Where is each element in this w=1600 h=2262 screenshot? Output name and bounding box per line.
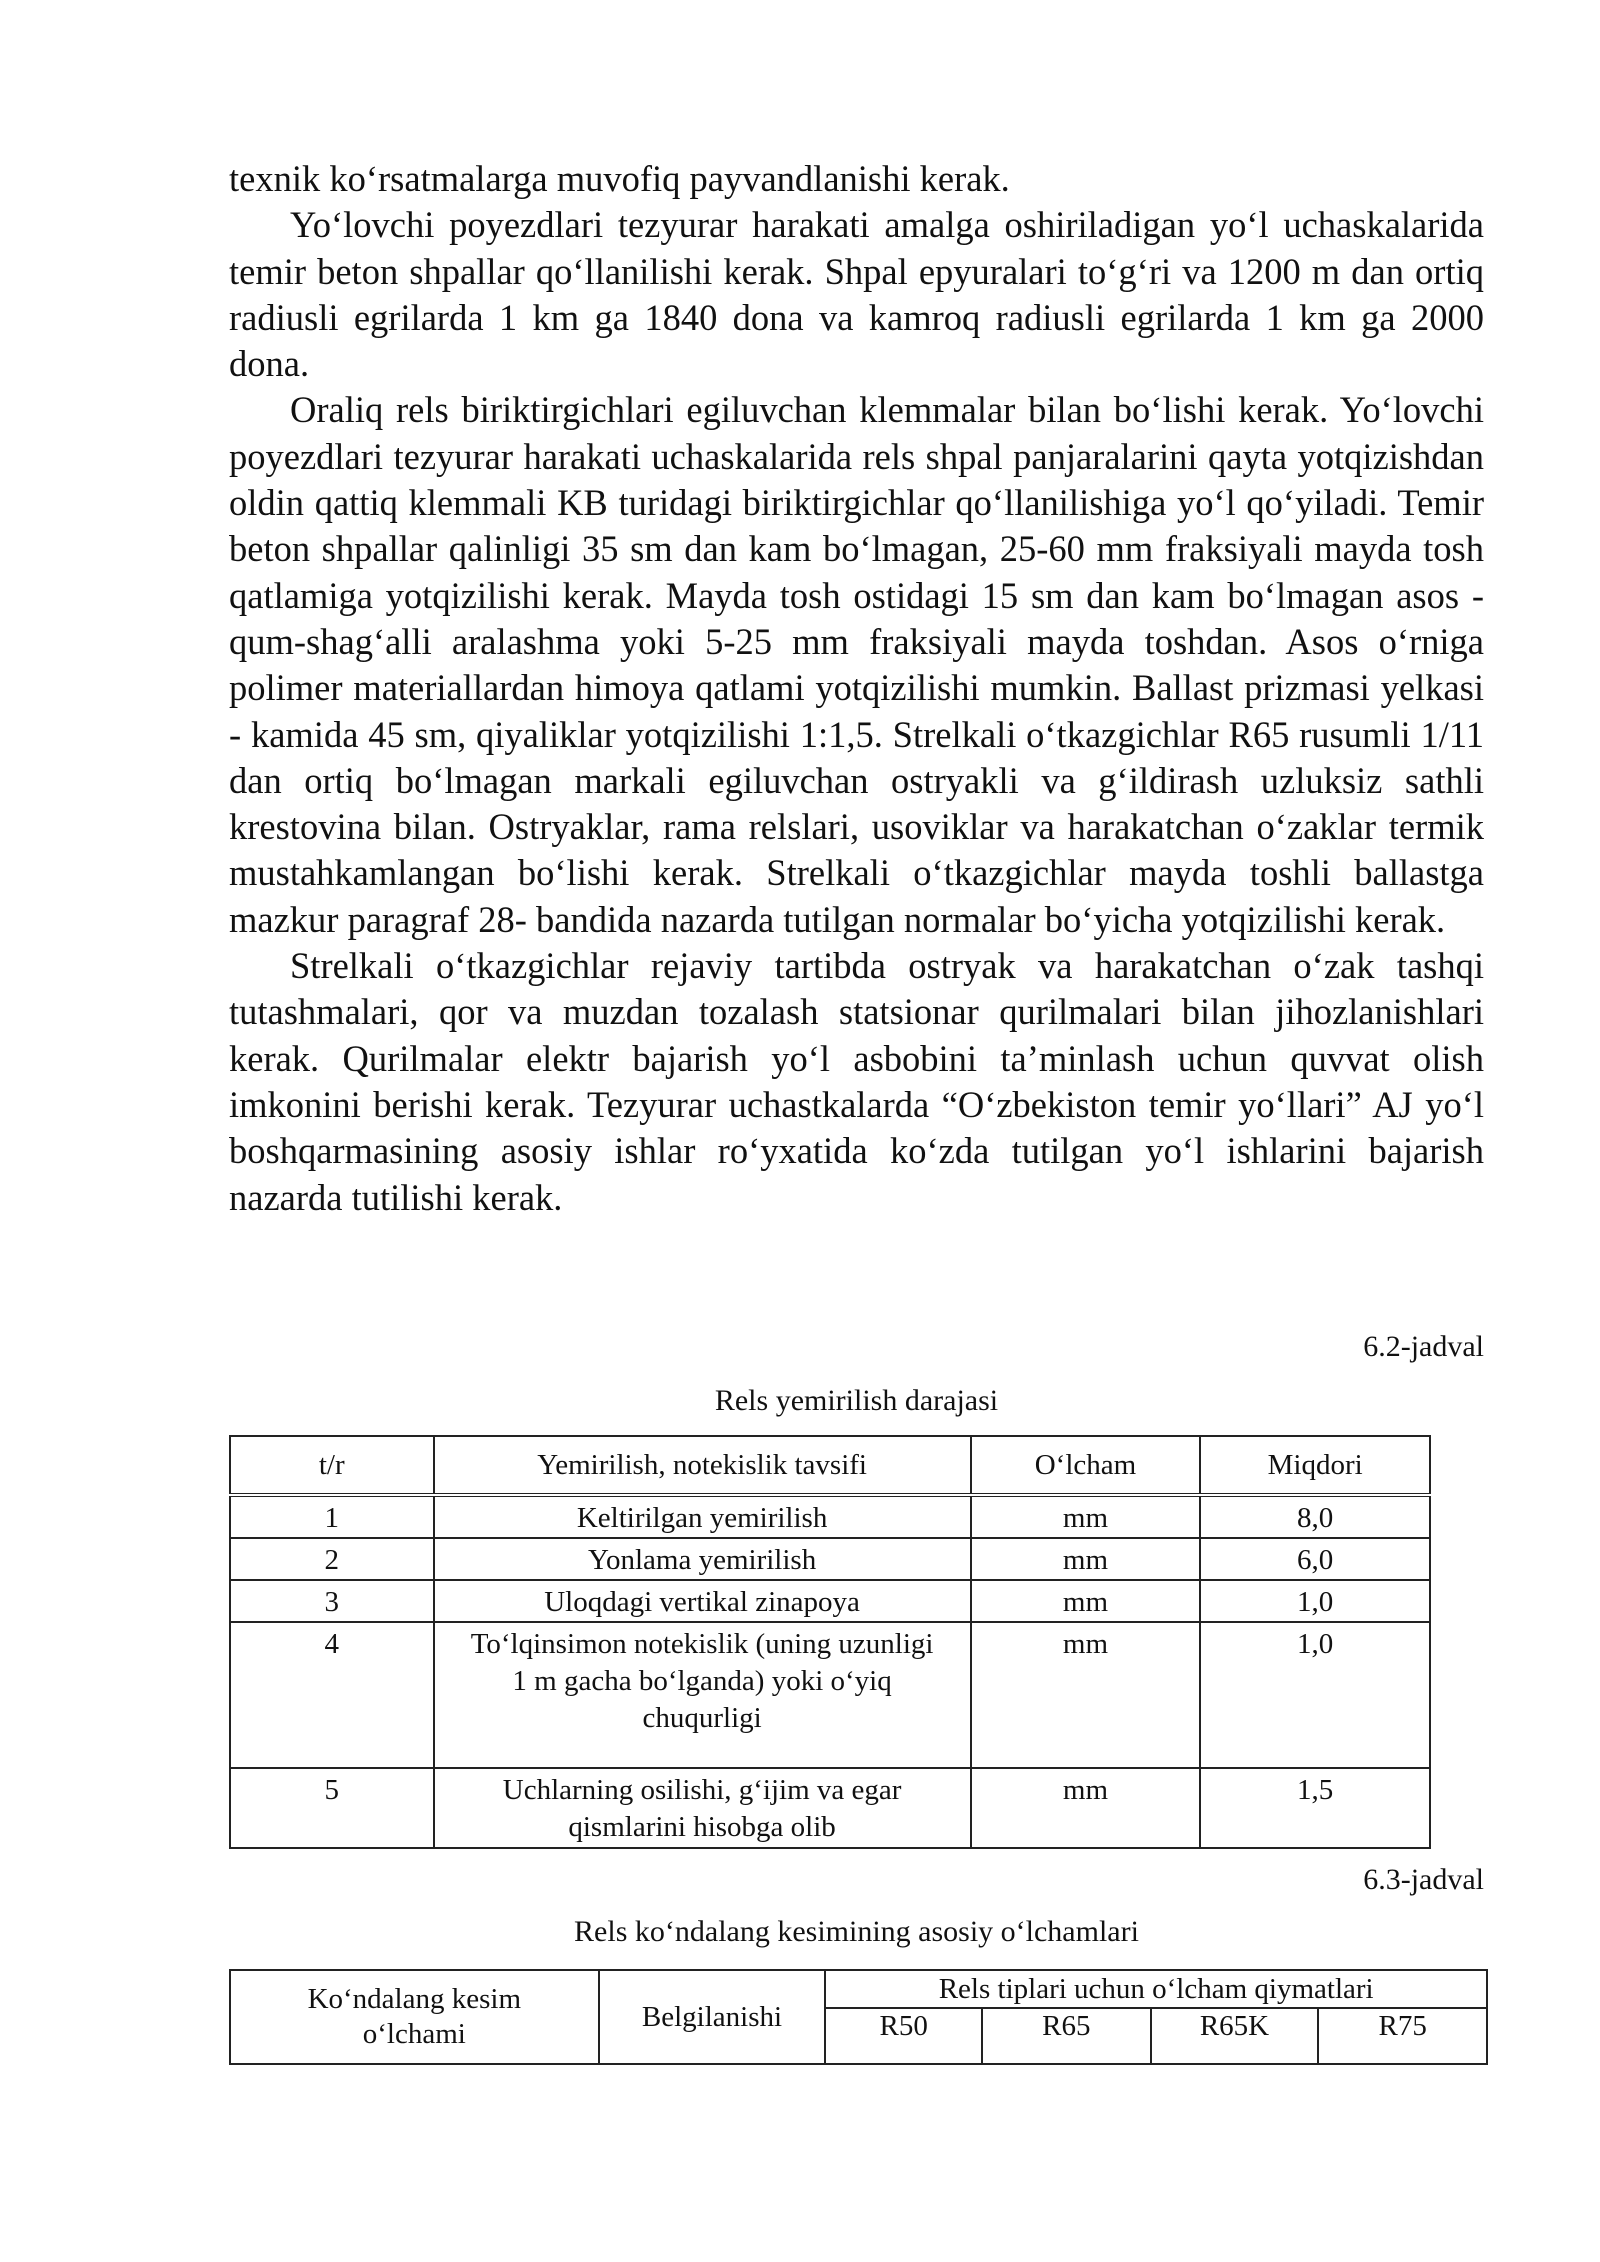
table-2-title: Rels ko‘ndalang kesimining asosiy o‘lchamlari	[574, 1915, 1139, 1948]
paragraph-2: Yo‘lovchi poyezdlari tezyurar harakati amalga oshiriladigan yo‘l uchaskalarida temir beton shpallar qo‘llanilishi kerak. Shpal epyuralari to‘g‘ri va 1200 m dan ortiq radiusli egrilarda 1 km ga 1840 dona va kamroq radiusli egrilarda 1 km ga 2000 dona.	[229, 204, 1484, 385]
table-cell: 8,0	[1200, 1495, 1430, 1538]
column-header: R50	[825, 2008, 982, 2064]
table-cell: mm	[971, 1580, 1201, 1622]
paragraph-4: Strelkali o‘tkazgichlar rejaviy tartibda ostryak va harakatchan o‘zak tashqi tutashmalari, qor va muzdan tozalash statsionar qurilmalari bilan jihozlanishlari kerak. Qurilmalar elektr bajarish yo‘l asbobini ta’minlash uchun quvvat olish imkonini berishi kerak. Tezyurar uchastkalarda “O‘zbekiston temir yo‘llari” AJ yo‘l boshqarmasining asosiy ishlar ro‘yxatida ko‘zda tutilgan yo‘l ishlarini bajarish nazarda tutilishi kerak.	[229, 945, 1484, 1218]
table-header-row	[230, 1970, 1487, 2008]
table-row	[230, 1495, 1430, 1538]
wear-table	[229, 1435, 1431, 1849]
paragraph-3: Oraliq rels biriktirgichlari egiluvchan klemmalar bilan bo‘lishi kerak. Yo‘lovchi poyezdlari tezyurar harakati uchaskalarida rels shpal panjaralarini qayta yotqizishdan oldin qattiq klemmali KB turidagi biriktirgichlar qo‘llanilishiga yo‘l qo‘yiladi. Temir beton shpallar qalinligi 35 sm dan kam bo‘lmagan, 25-60 mm fraksiyali mayda tosh qatlamiga yotqizilishi kerak. Mayda tosh ostidagi 15 sm dan kam bo‘lmagan asos - qum-shag‘alli aralashma yoki 5-25 mm fraksiyali mayda toshdan. Asos o‘rniga polimer materiallardan himoya qatlami yotqizilishi mumkin. Ballast prizmasi yelkasi - kamida 45 sm, qiyaliklar yotqizilishi 1:1,5. Strelkali o‘tkazgichlar R65 rusumli 1/11 dan ortiq bo‘lmagan markali egiluvchan ostryakli va g‘ildirash uzluksiz sathli krestovina bilan. Ostryaklar, rama relslari, usoviklar va harakatchan o‘zaklar termik mustahkamlangan bo‘lishi kerak. Strelkali o‘tkazgichlar mayda toshli ballastga mazkur paragraf 28- bandida nazarda tutilgan normalar bo‘yicha yotqizilishi kerak.	[229, 389, 1484, 940]
table-cell: 6,0	[1200, 1538, 1430, 1580]
table-cell: 1,5	[1200, 1768, 1430, 1848]
table-header-row	[230, 1436, 1430, 1495]
table-cell: Yonlama yemirilish	[434, 1538, 971, 1580]
body-text	[229, 156, 1484, 1221]
table-cell: Uchlarning osilishi, g‘ijim va egar qismlarini hisobga olib	[434, 1768, 971, 1848]
table-1-title: Rels yemirilish darajasi	[714, 1384, 999, 1417]
table-cell: 4	[230, 1622, 434, 1768]
rail-dimensions-table	[229, 1969, 1488, 2065]
column-header: R75	[1318, 2008, 1487, 2064]
column-header: Belgilanishi	[599, 1970, 826, 2064]
column-header: R65K	[1151, 2008, 1319, 2064]
column-header: R65	[982, 2008, 1151, 2064]
table-cell: 1,0	[1200, 1580, 1430, 1622]
table-row	[230, 1622, 1430, 1768]
table-1-number: 6.2-jadval	[1363, 1330, 1484, 1363]
table-cell: 2	[230, 1538, 434, 1580]
table-row	[230, 1580, 1430, 1622]
table-cell: mm	[971, 1538, 1201, 1580]
table-row	[230, 1538, 1430, 1580]
table-cell: mm	[971, 1622, 1201, 1768]
column-header: Miqdori	[1200, 1436, 1430, 1495]
table-cell: 1,0	[1200, 1622, 1430, 1768]
table-cell: Uloqdagi vertikal zinapoya	[434, 1580, 971, 1622]
table-cell: Keltirilgan yemirilish	[434, 1495, 971, 1538]
table-cell: 3	[230, 1580, 434, 1622]
column-header: Ko‘ndalang kesim o‘lchami	[230, 1970, 599, 2064]
column-group-header: Rels tiplari uchun o‘lcham qiymatlari	[825, 1970, 1487, 2008]
table-cell: mm	[971, 1495, 1201, 1538]
table-cell: mm	[971, 1768, 1201, 1848]
column-header: O‘lcham	[971, 1436, 1201, 1495]
column-header: Yemirilish, notekislik tavsifi	[434, 1436, 971, 1495]
table-2-number: 6.3-jadval	[1363, 1863, 1484, 1896]
table-cell: To‘lqinsimon notekislik (uning uzunligi 1 m gacha bo‘lganda) yoki o‘yiq chuqurligi	[434, 1622, 971, 1768]
paragraph-1: texnik ko‘rsatmalarga muvofiq payvandlanishi kerak.	[229, 158, 1010, 199]
table-row	[230, 1768, 1430, 1848]
table-cell: 5	[230, 1768, 434, 1848]
column-header: t/r	[230, 1436, 434, 1495]
table-cell: 1	[230, 1495, 434, 1538]
